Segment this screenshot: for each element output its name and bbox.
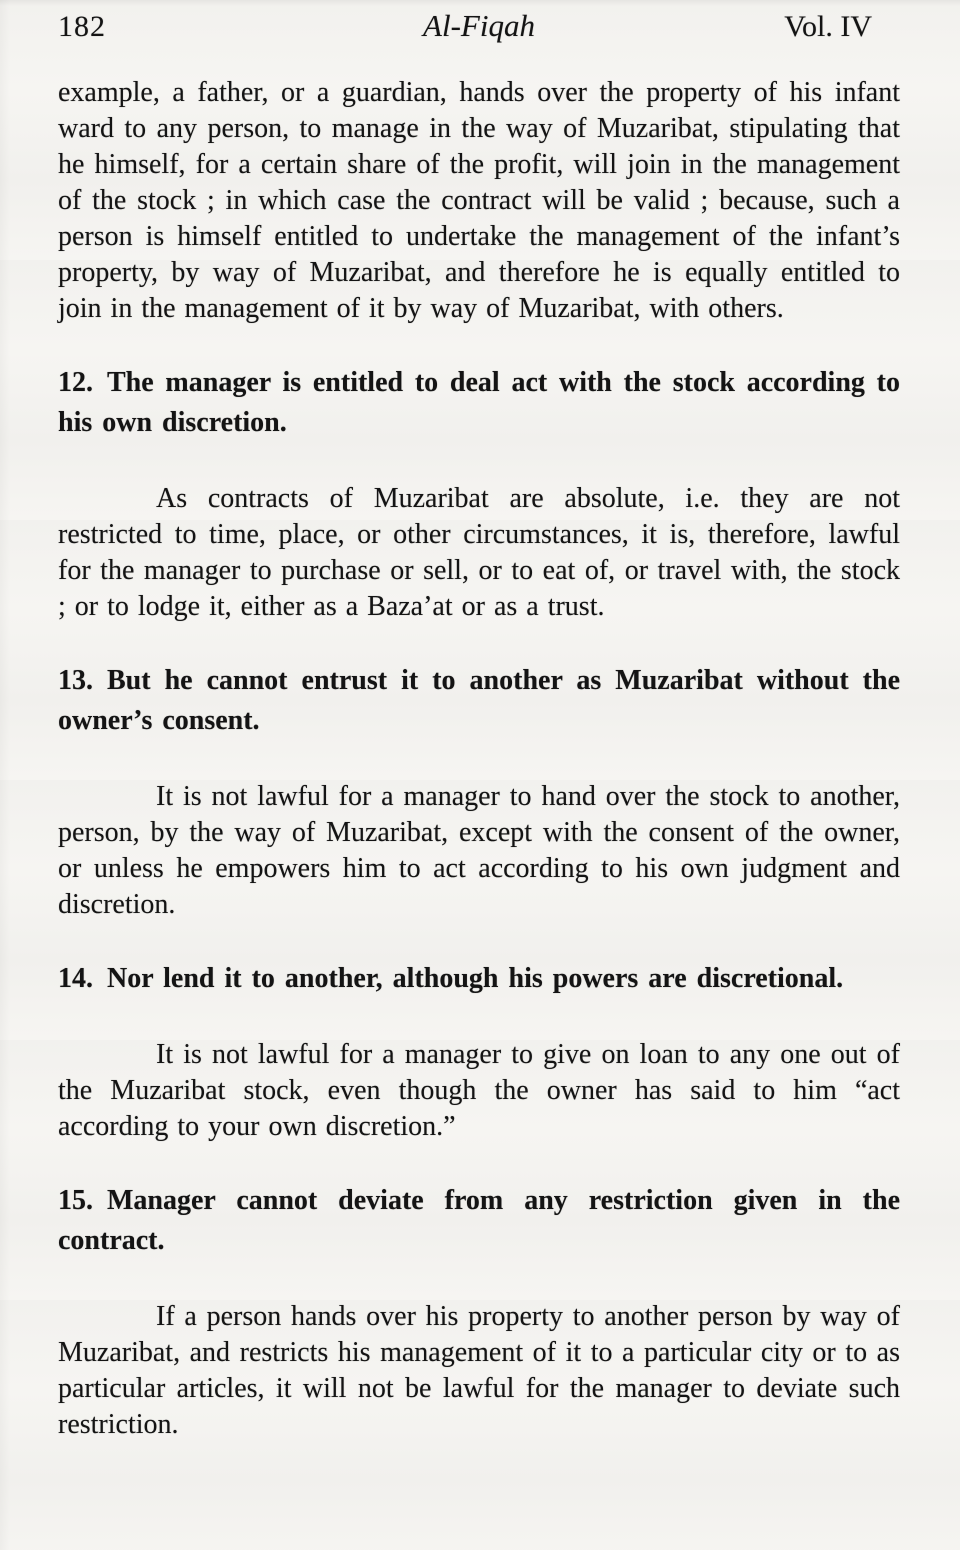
body-paragraph: If a person hands over his property to another person by way of Muzaribat, and restricts his management of it to a particular city or to as particular articles, it will not be lawful for the manager to deviate such restriction. [58, 1301, 900, 1440]
page-content [58, 75, 900, 1443]
volume-label: Vol. IV [784, 10, 872, 43]
section-heading [58, 1181, 900, 1261]
section-number: 15. [58, 1185, 93, 1216]
section-heading-text: Manager cannot deviate from any restriction given in the contract. [58, 1185, 900, 1256]
body-paragraph: It is not lawful for a manager to give on loan to any one out of the Muzaribat stock, even though the owner has said to him “act according to your own discretion.” [58, 1039, 900, 1142]
section-heading-text: The manager is entitled to deal act with the stock according to his own discretion. [58, 367, 900, 438]
body-paragraph: It is not lawful for a manager to hand over the stock to another, person, by the way of Muzaribat, except with the consent of the owner, or unless he empowers him to act according to his own judgment and discretion. [58, 781, 900, 920]
section-heading [58, 363, 900, 443]
book-title: Al-Fiqah [423, 8, 535, 43]
section-number: 12. [58, 367, 93, 398]
body-paragraph: example, a father, or a guardian, hands over the property of his infant ward to any person, to manage in the way of Muzaribat, stipulating that he himself, for a certain share of the profit, will join in the management of the stock ; in which case the contract will be valid ; because, such a person is himself entitled to undertake the management of the infant’s property, by way of Muzaribat, and therefore he is equally entitled to join in the management of it by way of Muzaribat, with others. [58, 77, 900, 324]
section-heading [58, 661, 900, 741]
section-number: 14. [58, 963, 93, 994]
section-number: 13. [58, 665, 93, 696]
section-heading-text: Nor lend it to another, although his powers are discretional. [107, 963, 844, 994]
section-heading-text: But he cannot entrust it to another as Muzaribat without the owner’s consent. [58, 665, 900, 736]
section-heading [58, 959, 900, 999]
page-header [58, 8, 900, 45]
body-paragraph: As contracts of Muzaribat are absolute, i.e. they are not restricted to time, place, or other circumstances, it is, therefore, lawful for the manager to purchase or sell, or to eat of, or travel with, the stock ; or to lodge it, either as a Baza’at or as a trust. [58, 483, 900, 622]
page-number: 182 [58, 10, 106, 43]
